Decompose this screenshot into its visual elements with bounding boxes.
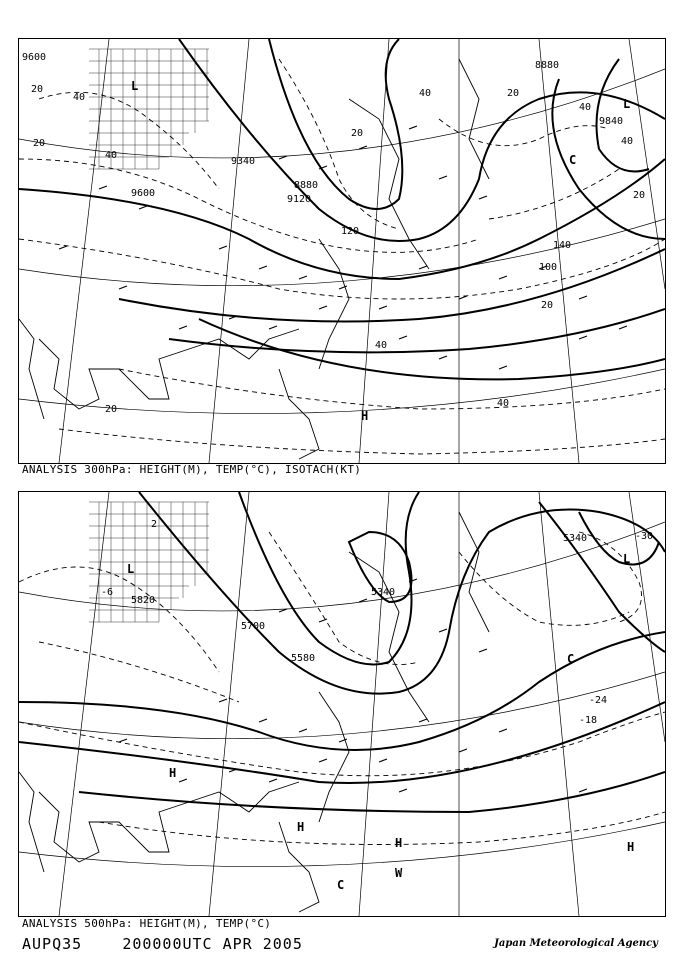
cold-center: C: [337, 878, 345, 892]
isotach-label: 20: [31, 84, 44, 95]
bulletin-time: 200000UTC APR 2005: [122, 935, 303, 953]
height-label: 5340: [371, 587, 396, 598]
warm-center: W: [395, 866, 403, 880]
height-label: 5340: [563, 533, 588, 544]
map-300hpa: [18, 38, 666, 464]
height-label: 9600: [131, 188, 156, 199]
map-500hpa-graphics: [19, 492, 665, 916]
high-pressure-center: H: [169, 766, 177, 780]
cold-center: C: [569, 153, 577, 167]
isotach-label: 20: [105, 404, 118, 415]
isotach-label: 100: [539, 262, 558, 273]
height-label: 8880: [294, 180, 319, 191]
low-pressure-center: L: [127, 562, 135, 576]
isotach-label: 120: [341, 226, 360, 237]
top-chart-caption: ANALYSIS 300hPa: HEIGHT(M), TEMP(°C), ISOTACH(KT): [22, 463, 362, 476]
bulletin-header: [22, 935, 303, 953]
isotach-label: 40: [419, 88, 432, 99]
height-label: 9120: [287, 194, 312, 205]
temperature-label: -18: [579, 715, 598, 726]
low-pressure-center: L: [131, 79, 139, 93]
graticule: [19, 492, 665, 916]
coastline: [19, 59, 489, 459]
graticule: [19, 39, 665, 463]
wind-barbs: [59, 126, 627, 369]
map-300hpa-graphics: [19, 39, 665, 463]
low-pressure-center: L: [623, 97, 631, 111]
isotach-label: 40: [579, 102, 592, 113]
isotach-label: 20: [507, 88, 520, 99]
height-label: 8880: [535, 60, 560, 71]
high-pressure-center: H: [627, 840, 635, 854]
bottom-chart-caption: ANALYSIS 500hPa: HEIGHT(M), TEMP(°C): [22, 917, 272, 930]
height-label: 5700: [241, 621, 266, 632]
isotach-label: 40: [497, 398, 510, 409]
agency-name: Japan Meteorological Agency: [494, 938, 658, 949]
height-label: 9340: [231, 156, 256, 167]
temperature-label: 2: [151, 519, 158, 530]
isotach-label: 20: [351, 128, 364, 139]
temperature-label: -24: [589, 695, 608, 706]
low-pressure-center: L: [623, 552, 631, 566]
high-pressure-center: H: [395, 836, 403, 850]
isotach-label: 140: [553, 240, 572, 251]
isotach-label: 40: [73, 92, 86, 103]
bulletin-code: AUPQ35: [22, 935, 83, 953]
wind-barbs: [119, 579, 587, 792]
height-label: 9840: [599, 116, 624, 127]
height-label: 5820: [131, 595, 156, 606]
height-label: 5580: [291, 653, 316, 664]
map-500hpa: [18, 491, 666, 917]
temperature-label: -30: [635, 531, 654, 542]
coastline: [19, 512, 489, 912]
cold-center: C: [567, 652, 575, 666]
temperature-label: -6: [101, 587, 114, 598]
isotach-label: 40: [375, 340, 388, 351]
isotachs: [19, 59, 665, 454]
isotach-label: 20: [541, 300, 554, 311]
isotach-label: 20: [33, 138, 46, 149]
height-label: 9600: [22, 52, 47, 63]
isotach-label: 20: [633, 190, 646, 201]
isotach-label: 40: [621, 136, 634, 147]
isotach-label: 40: [105, 150, 118, 161]
high-pressure-center: H: [361, 409, 369, 423]
height-contours: [19, 39, 665, 379]
high-pressure-center: H: [297, 820, 305, 834]
